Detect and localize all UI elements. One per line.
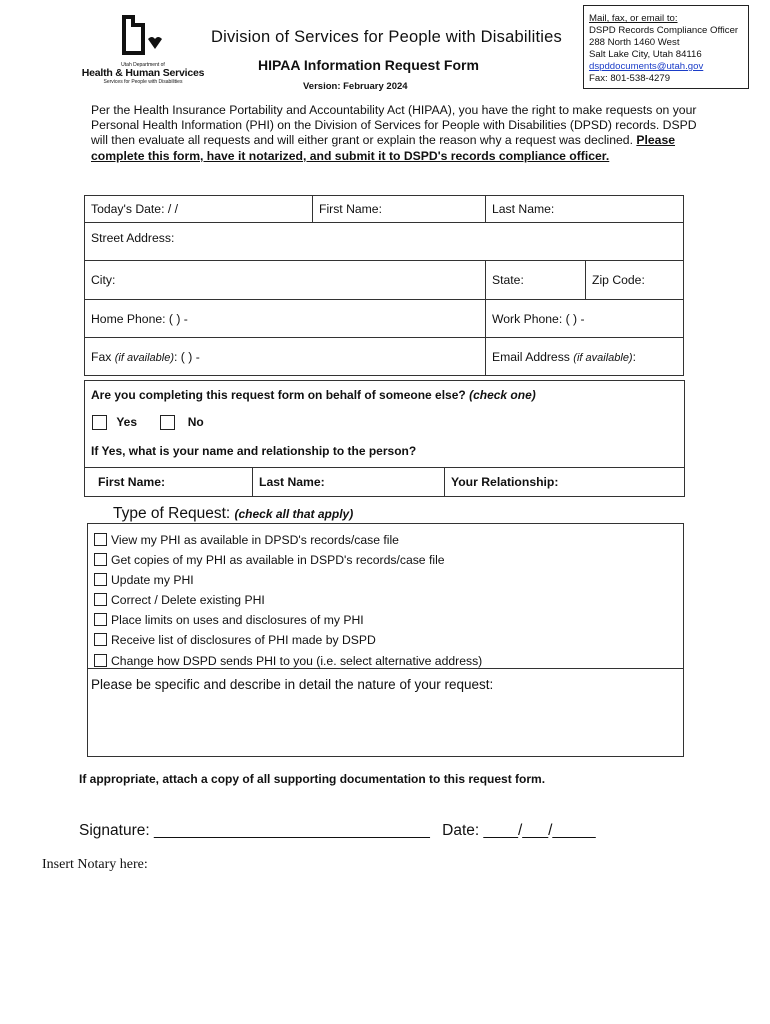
mail-line-1: DSPD Records Compliance Officer <box>589 25 739 36</box>
describe-request-field[interactable]: Please be specific and describe in detail the nature of your request: <box>91 677 494 692</box>
email-field[interactable]: Email Address (if available): <box>486 338 684 376</box>
logo-line-2: Health & Human Services <box>81 67 205 79</box>
city-field[interactable]: City: <box>85 261 486 300</box>
todays-date-field[interactable]: Today's Date: / / <box>85 196 313 223</box>
no-checkbox[interactable] <box>160 415 175 430</box>
request-option-copies[interactable]: Get copies of my PHI as available in DSPD's records/case file <box>94 550 482 570</box>
request-option-update[interactable]: Update my PHI <box>94 570 482 590</box>
representative-table <box>84 467 685 497</box>
attach-note: If appropriate, attach a copy of all supporting documentation to this request form. <box>79 772 546 786</box>
street-address-field[interactable]: Street Address: <box>85 223 684 261</box>
request-type-options <box>94 530 482 671</box>
behalf-choices <box>92 415 204 430</box>
date-label: Date: <box>442 822 480 839</box>
division-title: Division of Services for People with Disabilities <box>211 28 562 46</box>
mail-line-3: Salt Lake City, Utah 84116 <box>589 49 702 60</box>
last-name-field[interactable]: Last Name: <box>486 196 684 223</box>
request-option-limits[interactable]: Place limits on uses and disclosures of my PHI <box>94 610 482 630</box>
request-type-heading: Type of Request: (check all that apply) <box>113 505 354 522</box>
checkbox[interactable] <box>94 613 107 626</box>
checkbox[interactable] <box>94 553 107 566</box>
yes-label: Yes <box>116 415 138 429</box>
request-option-view[interactable]: View my PHI as available in DPSD's records/case file <box>94 530 482 550</box>
version-label: Version: February 2024 <box>303 81 408 92</box>
mail-line-2: 288 North 1460 West <box>589 37 680 48</box>
signature-line[interactable]: ________________________________ <box>153 822 430 839</box>
checkbox[interactable] <box>94 533 107 546</box>
behalf-question: Are you completing this request form on behalf of someone else? (check one) <box>91 388 536 402</box>
intro-emphasis: Please complete this form, have it notarized, and submit it to DSPD's records compliance officer. <box>91 133 676 163</box>
request-option-disclosures[interactable]: Receive list of disclosures of PHI made by DSPD <box>94 630 482 650</box>
fax-number: Fax: 801-538-4279 <box>589 73 671 84</box>
checkbox[interactable] <box>94 593 107 606</box>
checkbox[interactable] <box>94 573 107 586</box>
rep-first-name-field[interactable]: First Name: <box>84 468 253 497</box>
notary-placeholder: Insert Notary here: <box>42 857 148 872</box>
checkbox[interactable] <box>94 633 107 646</box>
if-yes-question: If Yes, what is your name and relationship to the person? <box>91 444 417 458</box>
form-title: HIPAA Information Request Form <box>258 57 479 73</box>
rep-relationship-field[interactable]: Your Relationship: <box>445 468 686 497</box>
zip-field[interactable]: Zip Code: <box>592 273 645 287</box>
checkbox[interactable] <box>94 654 107 667</box>
work-phone-field[interactable]: Work Phone: ( ) - <box>486 300 684 338</box>
fax-field[interactable]: Fax (if available): ( ) - <box>85 338 486 376</box>
yes-checkbox[interactable] <box>92 415 107 430</box>
no-label: No <box>187 415 204 429</box>
email-link[interactable]: dspddocuments@utah.gov <box>589 61 704 72</box>
state-field[interactable]: State: <box>486 261 586 299</box>
first-name-field[interactable]: First Name: <box>313 196 486 223</box>
mail-address-box <box>583 5 749 89</box>
rep-last-name-field[interactable]: Last Name: <box>253 468 445 497</box>
signature-row <box>79 822 596 840</box>
signature-label: Signature: <box>79 822 150 839</box>
utah-state-icon <box>124 17 143 53</box>
contact-info-table <box>84 195 684 376</box>
date-line[interactable]: ____/___/_____ <box>483 822 596 839</box>
intro-text: Per the Health Insurance Portability and Accountability Act (HIPAA), you have the right to make requests on your Personal Health Information (PHI) on the Division of Services for People with Disabilities (DPSD) records. DSPD will then evaluate all requests and will either grant or explain the reason why a request was declined. <box>91 103 697 148</box>
logo-line-1: Utah Department of <box>121 62 165 68</box>
mail-heading: Mail, fax, or email to: <box>589 13 678 24</box>
request-option-change-delivery[interactable]: Change how DSPD sends PHI to you (i.e. select alternative address) <box>94 651 482 671</box>
logo-line-3: Services for People with Disabilities <box>103 79 183 85</box>
request-option-correct[interactable]: Correct / Delete existing PHI <box>94 590 482 610</box>
intro-paragraph <box>91 103 716 164</box>
home-phone-field[interactable]: Home Phone: ( ) - <box>85 300 486 338</box>
